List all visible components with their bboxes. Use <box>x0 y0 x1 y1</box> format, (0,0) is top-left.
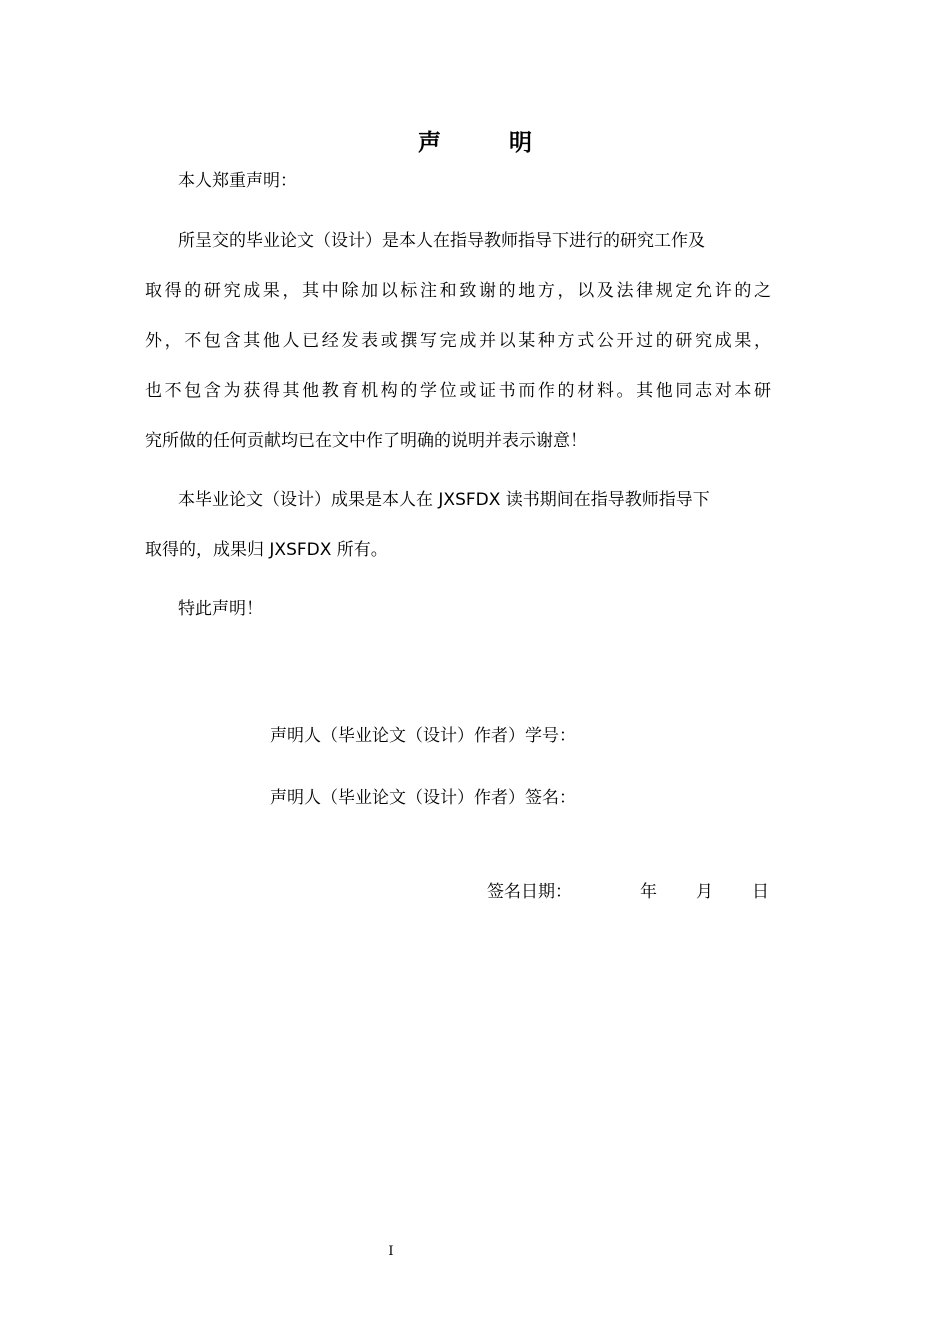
closing-line: 特此声明！ <box>178 599 263 619</box>
paragraph2-line1: 本毕业论文（设计）成果是本人在 JXSFDX 读书期间在指导教师指导下 <box>178 490 710 510</box>
page-title <box>0 124 950 157</box>
signature-date-line <box>487 881 769 903</box>
date-label: 签名日期： <box>487 882 572 902</box>
paragraph1-line5: 究所做的任何贡献均已在文中作了明确的说明并表示谢意！ <box>145 431 587 451</box>
month-label: 月 <box>696 882 713 902</box>
title-char-2: 明 <box>509 130 532 156</box>
title-char-1: 声 <box>418 130 441 156</box>
paragraph1-line2: 取得的研究成果，其中除加以标注和致谢的地方，以及法律规定允许的之 <box>145 281 771 301</box>
paragraph1-line3: 外，不包含其他人已经发表或撰写完成并以某种方式公开过的研究成果， <box>145 331 771 351</box>
day-label: 日 <box>752 882 769 902</box>
paragraph2-line2: 取得的，成果归 JXSFDX 所有。 <box>145 540 388 560</box>
year-label: 年 <box>640 882 657 902</box>
intro-line: 本人郑重声明： <box>178 171 297 191</box>
paragraph1-line4: 也不包含为获得其他教育机构的学位或证书而作的材料。其他同志对本研 <box>145 381 771 401</box>
student-id-label: 声明人（毕业论文（设计）作者）学号： <box>270 726 576 746</box>
page-number: I <box>388 1244 394 1259</box>
paragraph1-line1: 所呈交的毕业论文（设计）是本人在指导教师指导下进行的研究工作及 <box>178 231 705 251</box>
signature-label: 声明人（毕业论文（设计）作者）签名： <box>270 788 576 808</box>
